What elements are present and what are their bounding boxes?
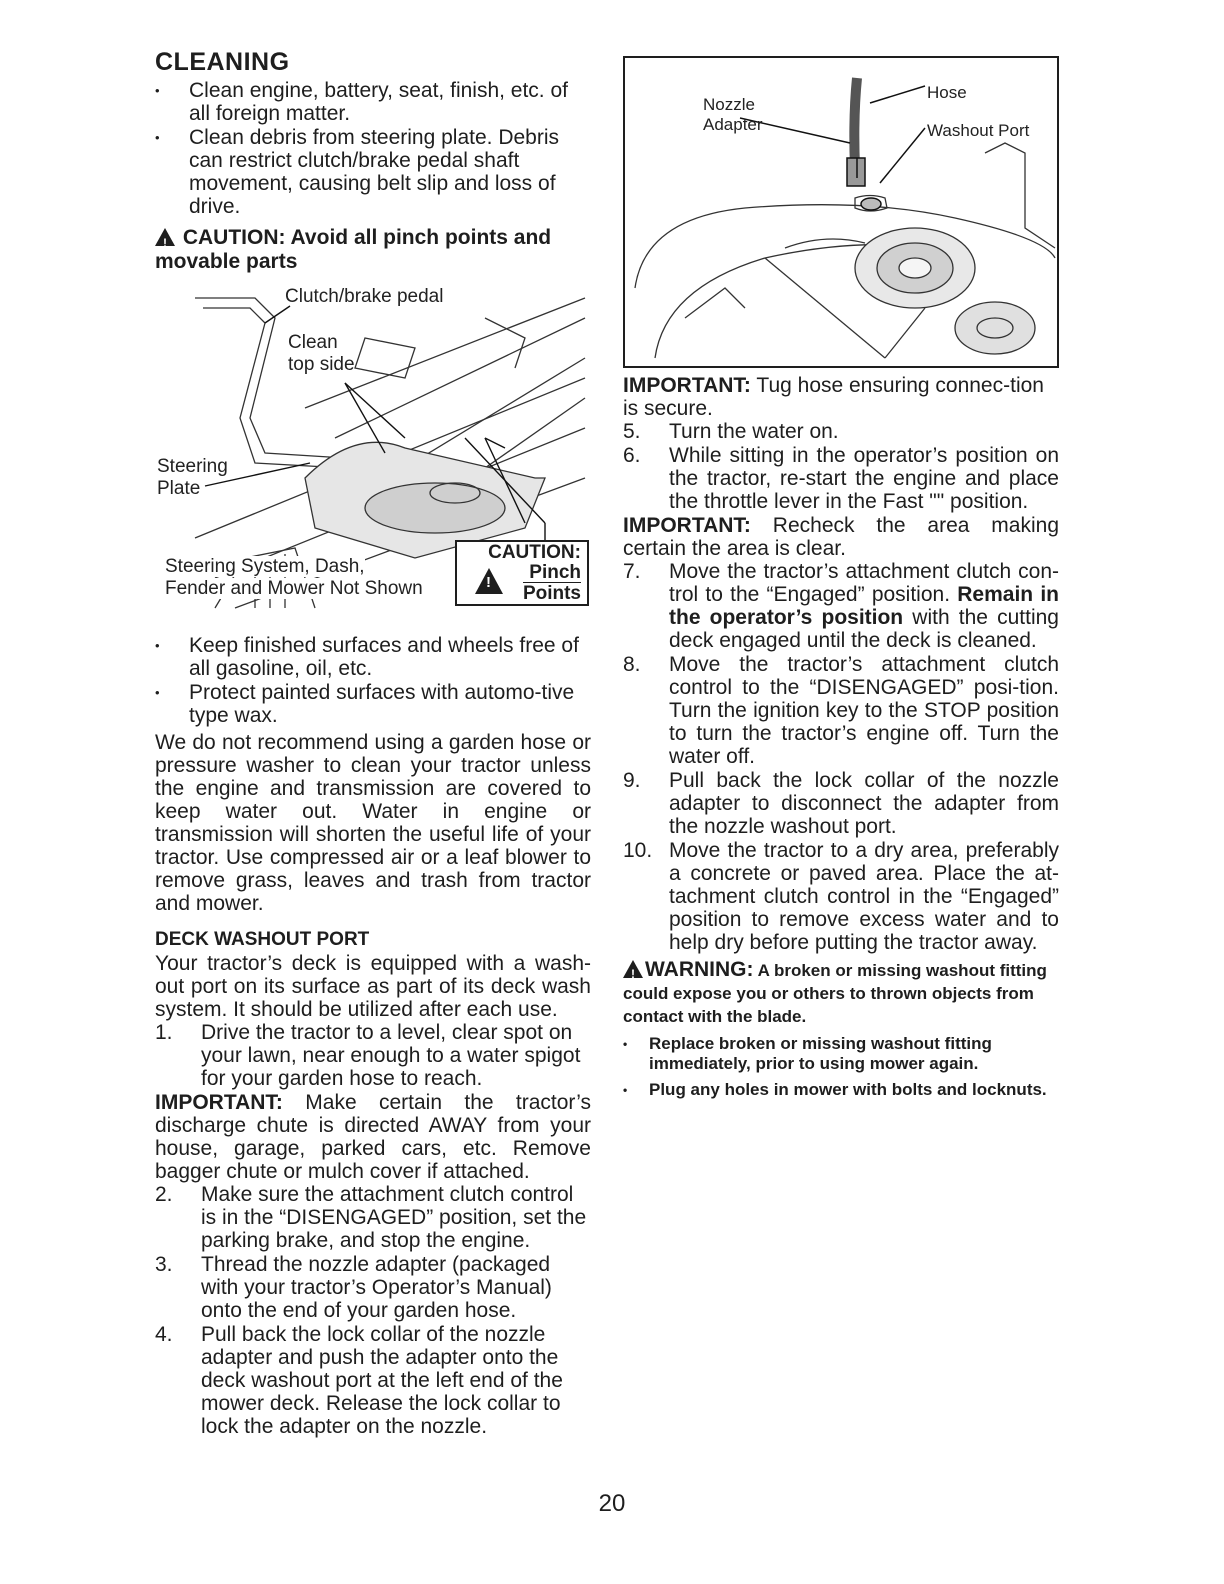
list-item — [623, 444, 1059, 513]
finish-bullets — [155, 634, 591, 727]
page-number: 20 — [598, 1490, 626, 1517]
step-number: 1. — [155, 1021, 173, 1044]
important-label: IMPORTANT: — [155, 1091, 283, 1114]
step-text: Drive the tractor to a level, clear spot on your lawn, near enough to a water spigot for your garden hose to reach. — [201, 1021, 581, 1090]
step-number: 5. — [623, 420, 641, 443]
list-item: • Clean debris from steering plate. Debris can restrict clutch/brake pedal shaft movement, causing belt slip and loss of drive. — [155, 126, 591, 218]
list-item: • Plug any holes in mower with bolts and locknuts. — [623, 1080, 1059, 1100]
caption-line-1: Steering System, Dash, — [165, 556, 365, 577]
step-number: 6. — [623, 444, 641, 467]
adapter-label: Adapter — [703, 115, 763, 134]
step-number: 3. — [155, 1253, 173, 1276]
caution-text: CAUTION: Avoid all pinch points and movable parts — [155, 226, 552, 273]
left-column — [155, 48, 591, 1439]
warning-triangle-icon: ! — [475, 568, 503, 594]
clean-label: Clean — [288, 332, 338, 353]
list-item — [623, 653, 1059, 768]
warning-bullets — [623, 1034, 1059, 1100]
step-text-c: with the cutting deck engaged until the deck is cleaned. — [669, 606, 1059, 652]
step-text: Move the tractor to a dry area, preferably a concrete or paved area. Place the at-tachment clutch control in the “Engaged” position to remove excess water and to help dry before putting the tractor away. — [669, 839, 1059, 954]
caution-box-points: Points — [522, 583, 581, 604]
washout-port-label: Washout Port — [927, 121, 1030, 140]
important-text: Tug hose ensuring connec-tion is secure. — [623, 374, 1044, 420]
top-side-label: top side — [288, 354, 355, 375]
list-item: • Keep finished surfaces and wheels free of all gasoline, oil, etc. — [155, 634, 591, 680]
steering-label: Steering — [157, 456, 228, 477]
important-note — [623, 514, 1059, 560]
step-number: 4. — [155, 1323, 173, 1346]
step-text: While sitting in the operator’s position on the tractor, re-start the engine and place the throttle lever in the Fast "" position. — [669, 444, 1059, 513]
steering-plate-figure — [155, 278, 591, 628]
plate-label: Plate — [157, 478, 201, 499]
step-number: 8. — [623, 653, 641, 676]
pinch-points-caution-box — [455, 540, 589, 606]
cleaning-heading: CLEANING — [155, 48, 290, 76]
list-item: • Clean engine, battery, seat, finish, etc. of all foreign matter. — [155, 79, 591, 125]
step-number: 7. — [623, 560, 641, 583]
warning-notice — [623, 958, 1059, 1028]
caution-box-pinch: Pinch — [529, 562, 581, 583]
important-text: Make certain the tractor’s discharge chute is directed AWAY from your house, garage, parked cars, etc. Remove bagger chute or mulch cover if attached. — [155, 1091, 591, 1183]
list-item: • Protect painted surfaces with automo-tive type wax. — [155, 681, 591, 727]
nozzle-label: Nozzle — [703, 95, 755, 114]
cleaning-bullets — [155, 79, 591, 218]
important-label: IMPORTANT: — [623, 374, 751, 397]
caption-line-2: Fender and Mower Not Shown — [165, 578, 423, 599]
list-item — [623, 839, 1059, 954]
clutch-brake-pedal-label: Clutch/brake pedal — [285, 286, 444, 307]
list-item — [155, 1253, 591, 1322]
list-item — [623, 560, 1059, 652]
list-item — [155, 1021, 591, 1090]
list-item — [155, 1323, 591, 1438]
mower-deck-illustration — [625, 58, 1057, 366]
washout-intro-paragraph: Your tractor’s deck is equipped with a wash-out port on its surface as part of its deck wash system. It should be utilized after each use. — [155, 952, 591, 1021]
step-number: 2. — [155, 1183, 173, 1206]
step-text: Pull back the lock collar of the nozzle adapter and push the adapter onto the deck washout port at the left end of the mower deck. Release the lock collar to lock the adapter on the nozzle. — [201, 1323, 563, 1438]
warning-text: A broken or missing washout fitting could expose you or others to thrown objects from contact with the blade. — [623, 961, 1047, 1026]
washout-port-figure — [623, 56, 1059, 368]
important-text: Recheck the area making certain the area is clear. — [623, 514, 1059, 560]
step-text: Move the tractor’s attachment clutch control to the “DISENGAGED” posi-tion. Turn the ignition key to the STOP position to turn the tractor’s engine off. Turn the water off. — [669, 653, 1059, 768]
warning-triangle-icon: ! — [155, 228, 175, 246]
hose-label: Hose — [927, 83, 967, 102]
step-text — [669, 560, 1059, 652]
list-item — [623, 420, 1059, 443]
garden-hose-paragraph: We do not recommend using a garden hose or pressure washer to clean your tractor unless the engine and transmission are covered to keep water out. Water in engine or transmission will shorten the useful life of your tractor. Use compressed air or a leaf blower to remove grass, leaves and trash from tractor and mower. — [155, 731, 591, 915]
important-label: IMPORTANT: — [623, 514, 751, 537]
step-number: 10. — [623, 839, 653, 862]
list-item — [155, 1183, 591, 1252]
steps-list-a — [155, 1021, 591, 1090]
step-text: Turn the water on. — [669, 420, 839, 443]
steps-list-d — [623, 560, 1059, 954]
steps-list-c — [623, 420, 1059, 513]
caution-notice — [155, 226, 591, 274]
step-text: Make sure the attachment clutch control is in the “DISENGAGED” position, set the parking brake, and stop the engine. — [201, 1183, 587, 1252]
list-item — [623, 769, 1059, 838]
step-number: 9. — [623, 769, 641, 792]
deck-washout-heading: DECK WASHOUT PORT — [155, 929, 370, 950]
right-column — [623, 56, 1059, 1106]
list-item: • Replace broken or missing washout fitting immediately, prior to using mower again. — [623, 1034, 1059, 1074]
important-note — [623, 374, 1059, 420]
step-text-emphasis: Remain in the operator’s position — [669, 583, 1060, 629]
step-text: Pull back the lock collar of the nozzle adapter to disconnect the adapter from the nozzle washout port. — [669, 769, 1059, 838]
caution-box-title: CAUTION: — [488, 542, 581, 563]
warning-label: WARNING: — [645, 958, 754, 981]
warning-triangle-icon: ! — [623, 960, 643, 978]
step-text: Thread the nozzle adapter (packaged with your tractor’s Operator’s Manual) onto the end of your garden hose. — [201, 1253, 552, 1322]
step-text-a: Move the tractor’s attachment clutch con-trol to the “Engaged” position. — [669, 560, 1059, 606]
important-note — [155, 1091, 591, 1183]
steps-list-b — [155, 1183, 591, 1438]
